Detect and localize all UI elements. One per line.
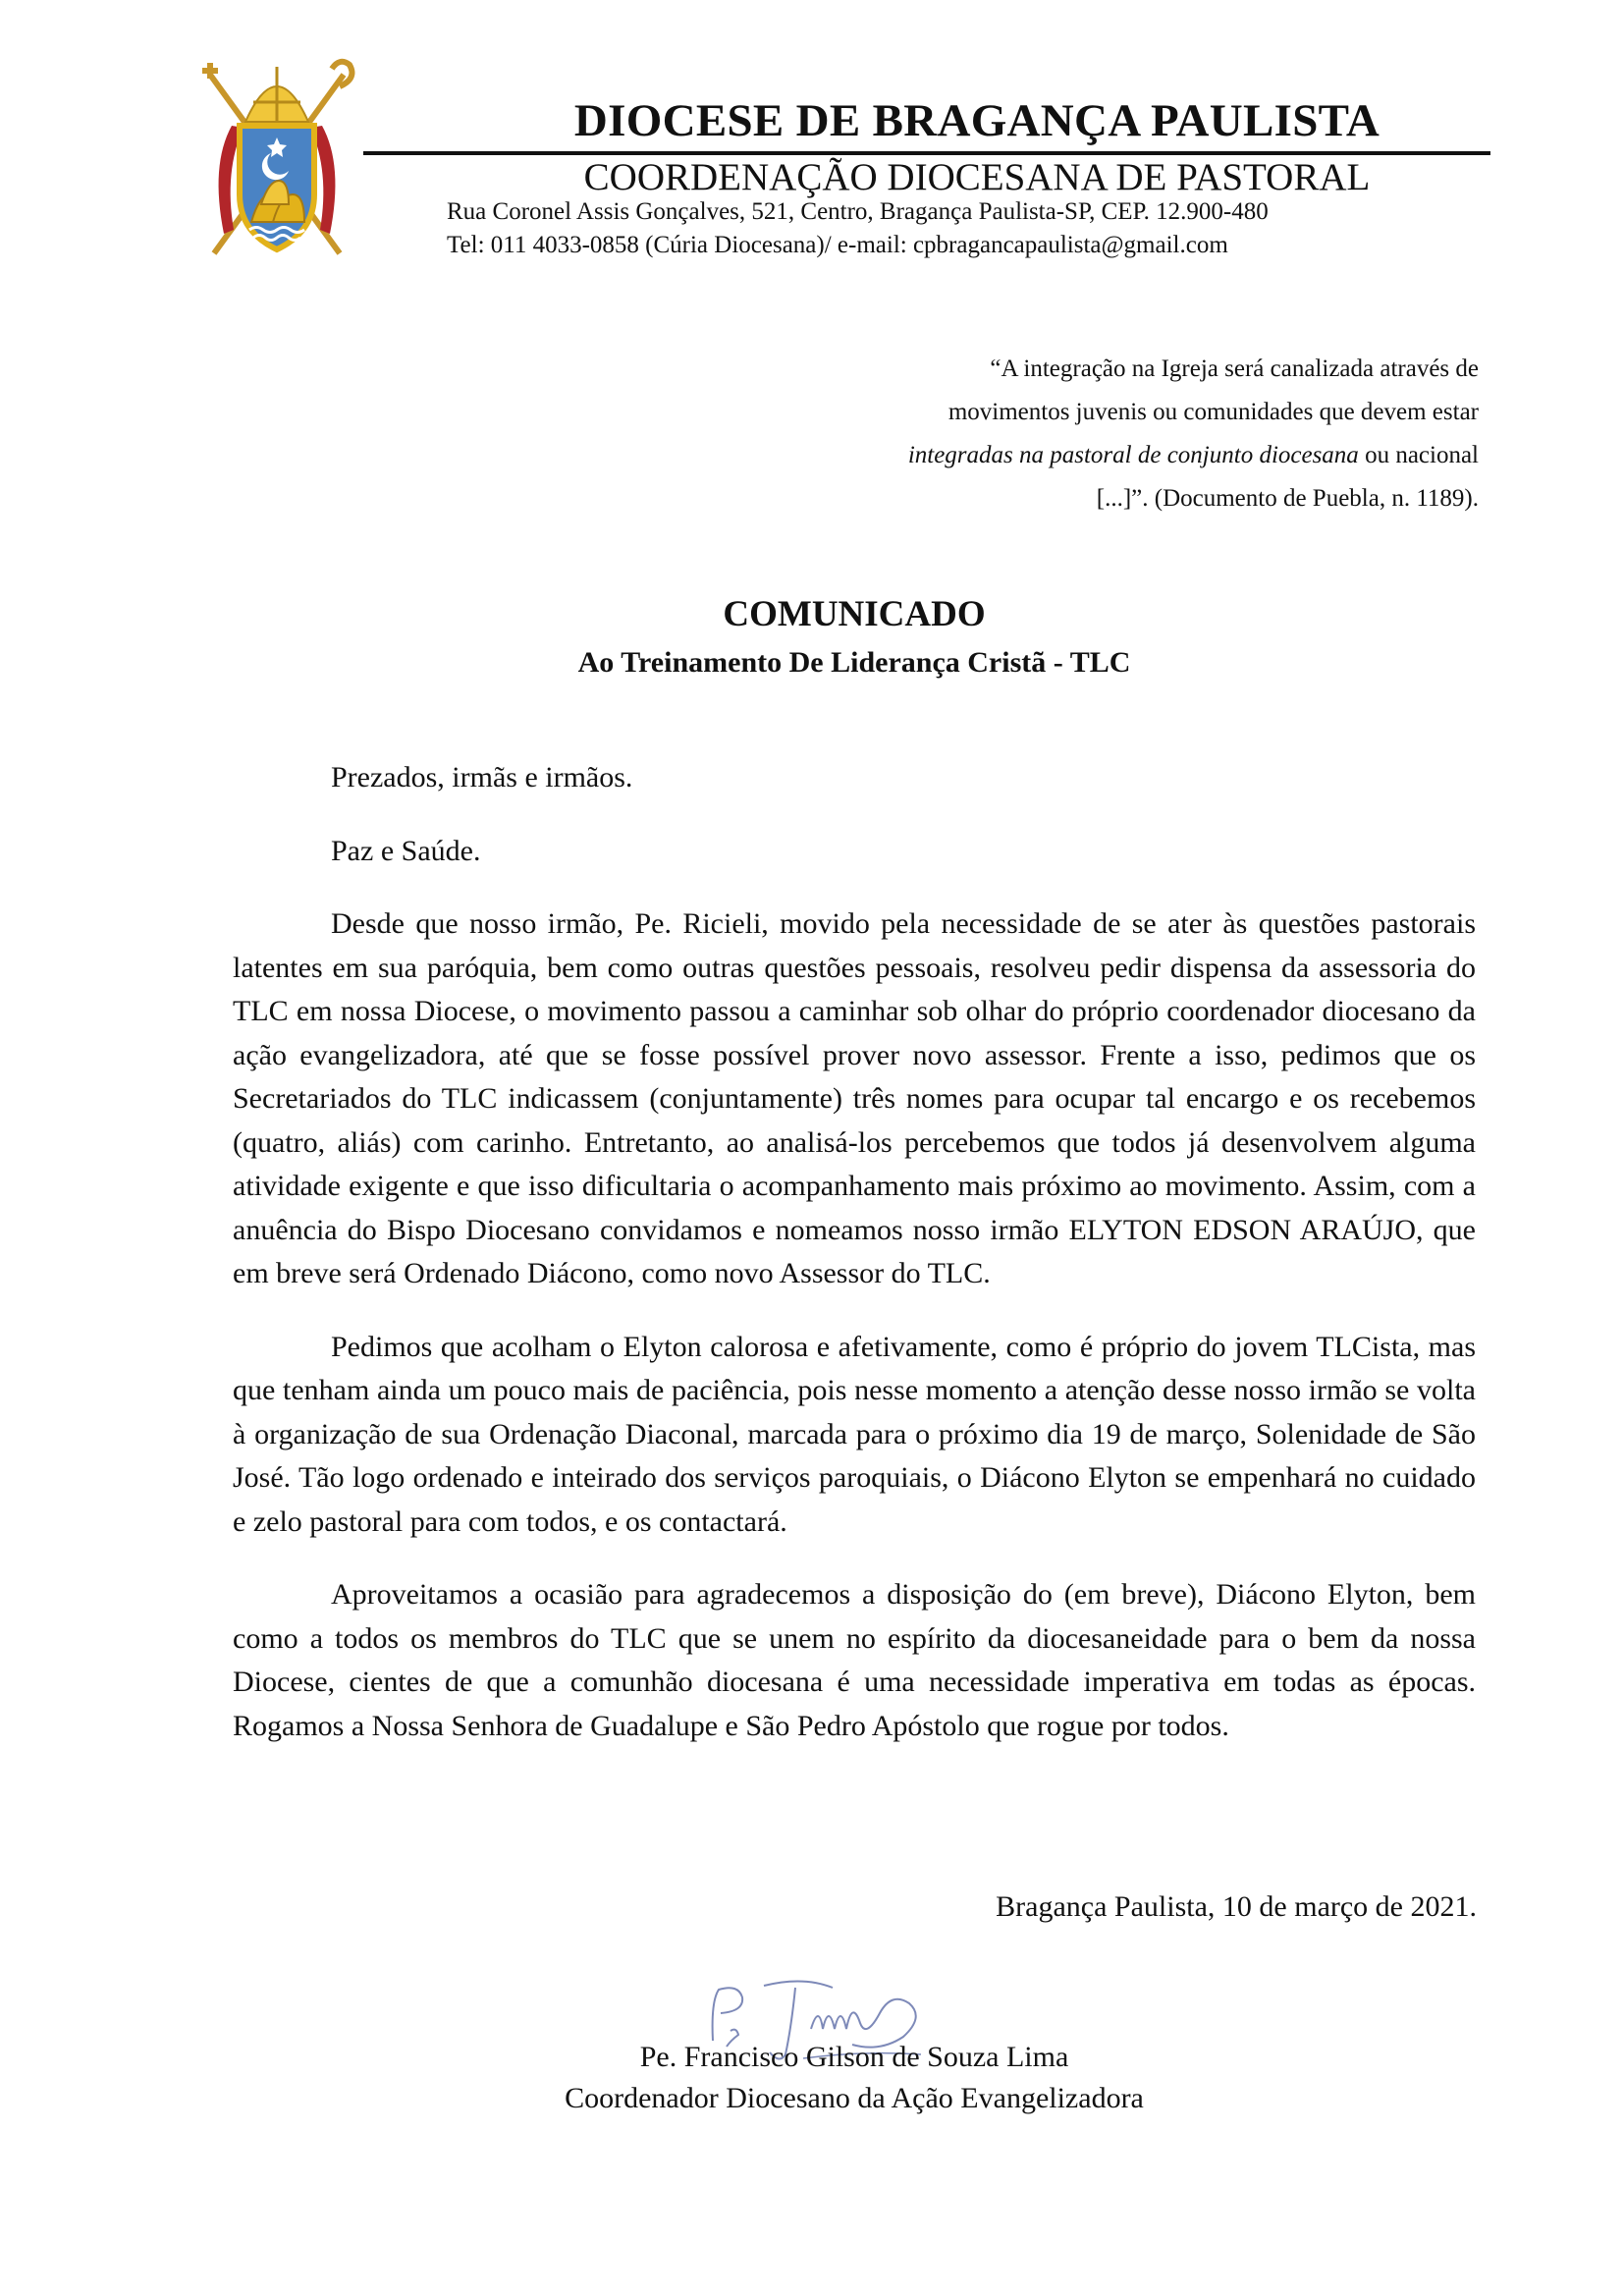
date-line: Bragança Paulista, 10 de março de 2021. <box>996 1890 1477 1923</box>
coordination-subtitle: COORDENAÇÃO DIOCESANA DE PASTORAL <box>583 156 1371 198</box>
signatory-name: Pe. Francisco Gilson de Souza Lima <box>639 2041 1069 2073</box>
epigraph-line-rest: ou nacional <box>1358 442 1479 468</box>
epigraph-line: movimentos juvenis ou comunidades que devem estar <box>947 399 1479 425</box>
epigraph-quote <box>791 348 1479 520</box>
epigraph-line: [...]”. (Documento de Puebla, n. 1189). <box>1096 485 1479 512</box>
document-title: COMUNICADO <box>723 594 986 634</box>
signatory-role: Coordenador Diocesano da Ação Evangelizadora <box>565 2082 1144 2114</box>
letter-body <box>233 756 1476 1777</box>
paragraph: Desde que nosso irmão, Pe. Ricieli, movido pela necessidade de se ater às questões pastorais latentes em sua paróquia, bem como outras questões pessoais, resolveu pedir dispensa da assessoria do TLC em nossa Diocese, o movimento passou a caminhar sob olhar do próprio coordenador diocesano da ação evangelizadora, até que se fosse possível prover novo assessor. Frente a isso, pedimos que os Secretariados do TLC indicassem (conjuntamente) três nomes para ocupar tal encargo e os recebemos (quatro, aliás) com carinho. Entretanto, ao analisá-los percebemos que todos já desenvolvem alguma atividade exigente e que isso dificultaria o acompanhamento mais próximo ao movimento. Assim, com a anuência do Bispo Diocesano convidamos e nomeamos nosso irmão ELYTON EDSON ARAÚJO, que em breve será Ordenado Diácono, como novo Assessor do TLC. <box>233 907 1476 1289</box>
diocese-title: DIOCESE DE BRAGANÇA PAULISTA <box>573 95 1380 146</box>
salutation: Paz e Saúde. <box>331 834 481 867</box>
contact-line: Tel: 011 4033-0858 (Cúria Diocesana)/ e-mail: cpbragancapaulista@gmail.com <box>447 232 1228 258</box>
diocese-coat-of-arms <box>192 57 361 271</box>
address-line: Rua Coronel Assis Gonçalves, 521, Centro, Bragança Paulista-SP, CEP. 12.900-480 <box>447 198 1269 225</box>
epigraph-italic: integradas na pastoral de conjunto diocesana <box>907 442 1359 468</box>
paragraph: Pedimos que acolham o Elyton calorosa e afetivamente, como é próprio do jovem TLCista, mas que tenham ainda um pouco mais de paciência, pois nesse momento a atenção desse nosso irmão se volta à organização de sua Ordenação Diaconal, marcada para o próximo dia 19 de março, Solenidade de São José. Tão logo ordenado e inteirado dos serviços paroquiais, o Diácono Elyton se empenhará no cuidado e zelo pastoral para com todos, e os contactará. <box>233 1330 1476 1538</box>
epigraph-line <box>791 434 1479 477</box>
epigraph-line: “A integração na Igreja será canalizada através de <box>990 355 1479 382</box>
paragraph: Aproveitamos a ocasião para agradecemos a disposição do (em breve), Diácono Elyton, bem como a todos os membros do TLC que se unem no espírito da diocesaneidade para o bem da nossa Diocese, cientes de que a comunhão diocesana é uma necessidade imperativa em todas as épocas. Rogamos a Nossa Senhora de Guadalupe e São Pedro Apóstolo que rogue por todos. <box>233 1578 1476 1742</box>
greeting: Prezados, irmãs e irmãos. <box>331 761 633 793</box>
document-subtitle: Ao Treinamento De Liderança Cristã - TLC <box>577 646 1131 679</box>
